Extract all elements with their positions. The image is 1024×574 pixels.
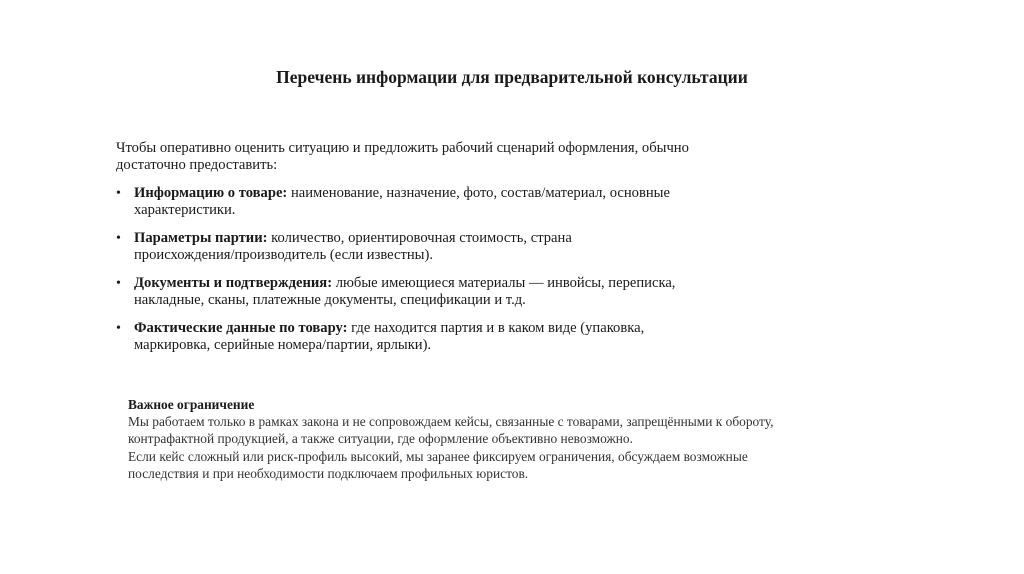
note-heading: Важное ограничение	[128, 397, 255, 412]
item-label: Параметры партии:	[134, 230, 268, 246]
item-label: Фактические данные по товару:	[134, 320, 348, 336]
item-text: любые имеющиеся материалы — инвойсы, переписка,	[332, 275, 676, 291]
bullet-icon: •	[116, 231, 121, 246]
item-text: происхождения/производитель (если известны).	[134, 247, 433, 263]
item-label: Информацию о товаре:	[134, 185, 288, 201]
page-title: Перечень информации для предварительной консультации	[276, 67, 748, 87]
item-text: наименование, назначение, фото, состав/материал, основные	[287, 185, 670, 201]
bullet-icon: •	[116, 321, 121, 336]
item-text: маркировка, серийные номера/партии, ярлыки).	[134, 337, 432, 353]
note-line: Мы работаем только в рамках закона и не сопровождаем кейсы, связанные с товарами, запрещёнными к обороту,	[128, 414, 774, 429]
intro-line: Чтобы оперативно оценить ситуацию и предложить рабочий сценарий оформления, обычно	[116, 140, 689, 156]
note-line: Если кейс сложный или риск-профиль высокий, мы заранее фиксируем ограничения, обсуждаем возможные	[128, 449, 748, 464]
item-label: Документы и подтверждения:	[134, 275, 333, 291]
item-text: где находится партия и в каком виде (упаковка,	[347, 320, 645, 336]
bullet-icon: •	[116, 186, 121, 201]
bullet-icon: •	[116, 276, 121, 291]
intro-line: достаточно предоставить:	[116, 157, 278, 173]
item-text: характеристики.	[134, 202, 236, 218]
note-line: последствия и при необходимости подключаем профильных юристов.	[128, 466, 529, 481]
item-text: количество, ориентировочная стоимость, страна	[267, 230, 572, 246]
item-text: накладные, сканы, платежные документы, спецификации и т.д.	[134, 292, 526, 308]
note-line: контрафактной продукцией, а также ситуации, где оформление объективно невозможно.	[128, 431, 633, 446]
